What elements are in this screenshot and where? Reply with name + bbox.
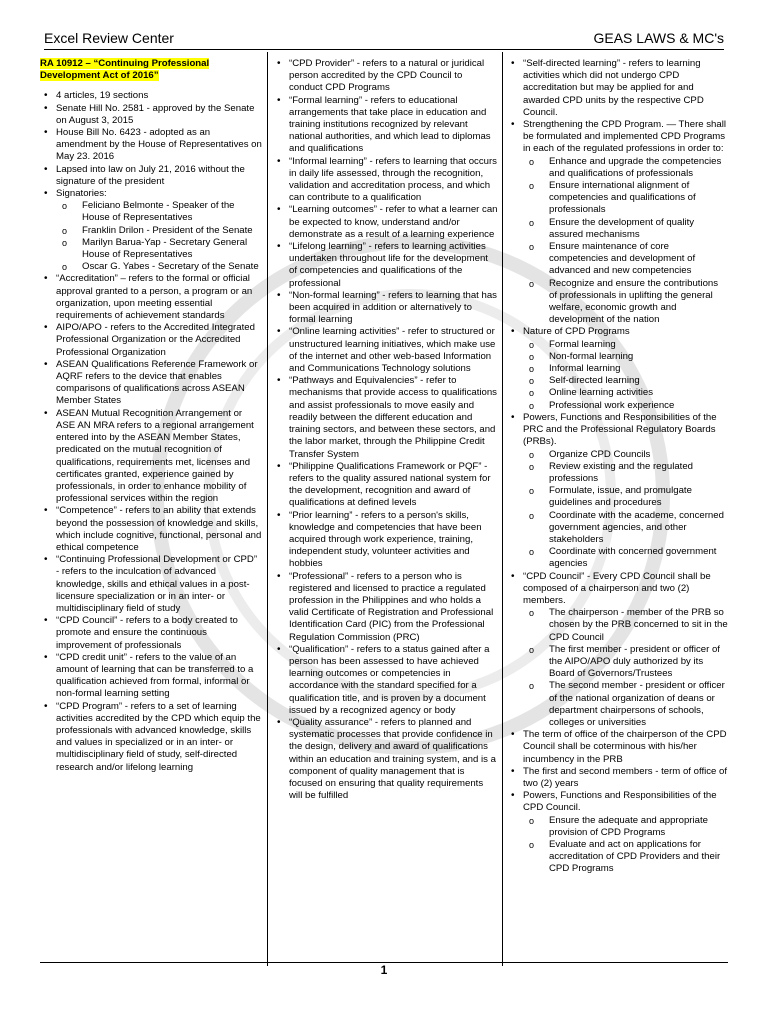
list-item-text: Lapsed into law on July 21, 2016 without the signature of the president — [56, 163, 245, 187]
column-divider — [267, 52, 268, 966]
sub-list-item: o Marilyn Barua-Yap - Secretary General House of Representatives — [60, 237, 262, 261]
sub-list-item: o The first member - president or officer of the AIPO/APO duly authorized by its Board of Governors/Trustees — [527, 644, 728, 681]
sub-list-item: o Organize CPD Councils — [527, 449, 728, 461]
list-item-text: “Online learning activities” - refer to structured or unstructured learning initiatives, which make use of the internet and other web-based Information and Communications Technology solutions — [289, 326, 496, 375]
page-header — [44, 27, 724, 50]
list-item — [40, 554, 262, 615]
list-item-text: “Competence” - refers to an ability that extends beyond the possession of knowledge and skills, which include cognitive, functional, personal and ethical competence — [56, 505, 262, 553]
sub-list-item: o Non-formal learning — [527, 351, 728, 363]
list-item — [273, 326, 498, 375]
sub-list-item: o Oscar G. Yabes - Secretary of the Senate — [60, 261, 262, 273]
list-item-text: The first and second members - term of office of two (2) years — [523, 765, 728, 789]
sub-list-item: o Evaluate and act on applications for accreditation of CPD Providers and their CPD Programs — [527, 839, 728, 876]
list-item-text: “Pathways and Equivalencies” - refer to mechanisms that provide access to qualifications and assist professionals to move easily and readily between the different education and training sectors, and between these sectors, and the labor market, through the Philippine Credit Transfer System — [289, 375, 497, 460]
list-item-text: “CPD credit unit” - refers to the value of an amount of learning that can be transferred to a qualification achieved from formal, informal or non-formal learning setting — [56, 651, 254, 700]
list-item-text: 4 articles, 19 sections — [56, 90, 149, 102]
list-item-text: “Informal learning” - refers to learning that occurs in daily life assessed, through the recognition, validation and accreditation process, and which can contribute to a qualification — [289, 155, 497, 204]
list-item-text: “Self-directed learning” - refers to learning activities which did not undergo CPD accreditation but may be applied for and awarded CPD units by the respective CPD Council. — [523, 58, 704, 118]
list-item — [507, 729, 728, 766]
list-item — [273, 717, 498, 802]
list-item-text: “Learning outcomes” - refer to what a learner can be expected to know, understand and/or demonstrate as a result of a learning experience — [289, 204, 498, 240]
sub-list-item: o Review existing and the regulated professions — [527, 461, 728, 485]
list-item — [273, 204, 498, 241]
column-3-list — [507, 58, 728, 876]
column-3 — [507, 58, 728, 962]
list-item — [40, 322, 262, 359]
sub-list-item: o Informal learning — [527, 363, 728, 375]
column-1 — [40, 58, 262, 962]
sub-list-item: o Professional work experience — [527, 400, 728, 412]
list-item-text: “Quality assurance” - refers to planned and systematic processes that provide confidence in the design, delivery and award of qualifications within an education and training system, and is a component of quality management that is focused on ensuring that quality requirements will be fulfilled — [289, 716, 496, 802]
list-item-text: ASEAN Qualifications Reference Framework or AQRF refers to the device that enables comparisons of qualifications across ASEAN Member States — [56, 358, 258, 407]
list-item — [40, 359, 262, 408]
sub-list-item: o Online learning activities — [527, 387, 728, 399]
sub-list — [523, 339, 728, 412]
sub-list-item: o Ensure maintenance of core competencies and development of advanced and new competencies — [527, 241, 728, 278]
list-item-text: “Professional” - refers to a person who is registered and licensed to practice a regulated profession in the Philippines and who holds a valid Certificate of Registration and Professional Identification Card (PIC) from the Professional Regulation Commission (PRC) — [289, 570, 494, 643]
header-left-title: Excel Review Center — [44, 30, 174, 46]
list-item-text: Signatories: — [56, 188, 107, 200]
sub-list-item: o Ensure international alignment of competencies and qualifications of professionals — [527, 180, 728, 217]
list-item-text: “CPD Council” - Every CPD Council shall be composed of a chairperson and two (2) members. — [523, 570, 711, 606]
sub-list-item: o The chairperson - member of the PRB so chosen by the PRB concerned to sit in the CPD Council — [527, 607, 728, 644]
document-title: RA 10912 – “Continuing Professional Development Act of 2016” — [40, 58, 210, 82]
list-item-text: Senate Hill No. 2581 - approved by the Senate on August 3, 2015 — [56, 102, 255, 126]
list-item-text: Nature of CPD Programs — [523, 326, 630, 338]
list-item — [273, 241, 498, 290]
list-item — [273, 375, 498, 460]
list-item-text: ASEAN Mutual Recognition Arrangement or ASE AN MRA refers to a regional arrangement entered into by the ASEAN Member States, predicated on the mutual recognition of qualifications, requirements met, licenses and certificates granted, experience gained by professionals, in order to enhance mobility of professional services within the region — [56, 407, 254, 505]
sub-list-item: o Feliciano Belmonte - Speaker of the House of Representatives — [60, 200, 262, 224]
sub-list-item: o Formulate, issue, and promulgate guidelines and procedures — [527, 485, 728, 509]
list-item — [273, 510, 498, 571]
list-item — [507, 58, 728, 119]
sub-list-item: o Franklin Drilon - President of the Senate — [60, 225, 262, 237]
sub-list — [523, 156, 728, 327]
column-1-list — [40, 90, 262, 773]
list-item — [507, 766, 728, 790]
list-item-text: “Formal learning” - refers to educational arrangements that take place in education and training institutions recognized by relevant national authorities, and which lead to diplomas and qualifications — [289, 94, 491, 155]
list-item — [273, 156, 498, 205]
list-item-text: “CPD Program” - refers to a set of learning activities accredited by the CPD which equip the professionals with advanced knowledge, skills and values in specialized or in an inter- or multidisciplinary field of study, self-directed research and/or lifelong learning — [56, 700, 261, 773]
sub-list-item: o Enhance and upgrade the competencies and qualifications of professionals — [527, 156, 728, 180]
sub-list-item: o Formal learning — [527, 339, 728, 351]
list-item-text: “Philippine Qualifications Framework or PQF” - refers to the quality assured national system for the development, recognition and award of qualifications at defined levels — [289, 460, 491, 509]
list-item-text: AIPO/APO - refers to the Accredited Integrated Professional Organization or the Accredited Professional Organization — [56, 322, 255, 358]
list-item — [40, 188, 262, 273]
list-item — [507, 790, 728, 875]
list-item — [507, 326, 728, 411]
header-right-title: GEAS LAWS & MC's — [593, 30, 724, 46]
list-item-text: “Non-formal learning” - refers to learning that has been acquired in addition or alternatively to formal learning — [289, 289, 497, 326]
list-item-text: House Bill No. 6423 - adopted as an amendment by the House of Representatives on May 23. 2016 — [56, 127, 262, 163]
sub-list-item: o The second member - president or officer of the national organization of deans or department chairpersons of schools, colleges or universities — [527, 680, 728, 729]
list-item — [507, 412, 728, 571]
list-item — [40, 652, 262, 701]
list-item — [40, 408, 262, 506]
list-item — [40, 273, 262, 322]
list-item-text: Powers, Functions and Responsibilities of the CPD Council. — [523, 790, 717, 814]
sub-list-item: o Coordinate with the academe, concerned government agencies, and other stakeholders — [527, 510, 728, 547]
list-item-text: The term of office of the chairperson of the CPD Council shall be coterminous with his/her incumbency in the PRB — [523, 729, 727, 765]
list-item — [40, 164, 262, 188]
list-item — [273, 95, 498, 156]
column-divider — [502, 52, 503, 966]
sub-list-item: o Recognize and ensure the contributions of professionals in uplifting the general welfare, economic growth and development of the nation — [527, 278, 728, 327]
sub-list-item: o Ensure the development of quality assured mechanisms — [527, 217, 728, 241]
list-item-text: “Accreditation” – refers to the formal or official approval granted to a person, a program or an organization, upon meeting essential requirements of achievement standards — [56, 273, 253, 322]
list-item-text: Strengthening the CPD Program. — There shall be formulated and implemented CPD Programs in each of the regulated professions in order to: — [523, 119, 726, 155]
list-item — [40, 615, 262, 652]
list-item — [273, 461, 498, 510]
list-item — [40, 90, 262, 102]
list-item-text: “Prior learning” - refers to a person's skills, knowledge and competencies that have been acquired through work experience, training, independent study, volunteer activities and hobbies — [289, 509, 482, 570]
list-item-text: “CPD Provider” - refers to a natural or juridical person accredited by the CPD Council to conduct CPD Programs — [289, 58, 485, 94]
list-item — [507, 571, 728, 730]
sub-list-item: o Self-directed learning — [527, 375, 728, 387]
list-item — [273, 571, 498, 644]
list-item-text: Powers, Functions and Responsibilities of the PRC and the Professional Regulatory Boards (PRBs). — [523, 411, 717, 448]
column-2-list — [273, 58, 498, 802]
list-item-text: “CPD Council” - refers to a body created to promote and ensure the continuous improvement of professionals — [56, 615, 238, 651]
list-item-text: “Lifelong learning” - refers to learning activities undertaken throughout life for the development of competencies and qualifications of the professional — [289, 241, 488, 289]
page-number: 1 — [380, 963, 388, 977]
list-item — [507, 119, 728, 326]
list-item — [40, 701, 262, 774]
list-item — [273, 290, 498, 327]
list-item — [40, 505, 262, 554]
sub-list — [56, 200, 262, 273]
list-item — [273, 58, 498, 95]
list-item — [273, 644, 498, 717]
list-item-text: “Qualification” - refers to a status gained after a person has been assessed to have achieved learning outcomes or competencies in accordance with the standard specified for a qualification title, and is proven by a document issued by a recognized agency or body — [289, 643, 490, 716]
sub-list-item: o Coordinate with concerned government agencies — [527, 546, 728, 570]
list-item-text: “Continuing Professional Development or CPD” - refers to the inculcation of advanced knowledge, skills and ethical values in a post-licensure specialization or in an inter- or multidisciplinary field of study — [56, 554, 258, 614]
sub-list-item: o Ensure the adequate and appropriate provision of CPD Programs — [527, 815, 728, 839]
sub-list — [523, 449, 728, 571]
list-item — [40, 127, 262, 164]
column-2 — [273, 58, 498, 962]
sub-list — [523, 607, 728, 729]
sub-list — [523, 815, 728, 876]
list-item — [40, 103, 262, 127]
